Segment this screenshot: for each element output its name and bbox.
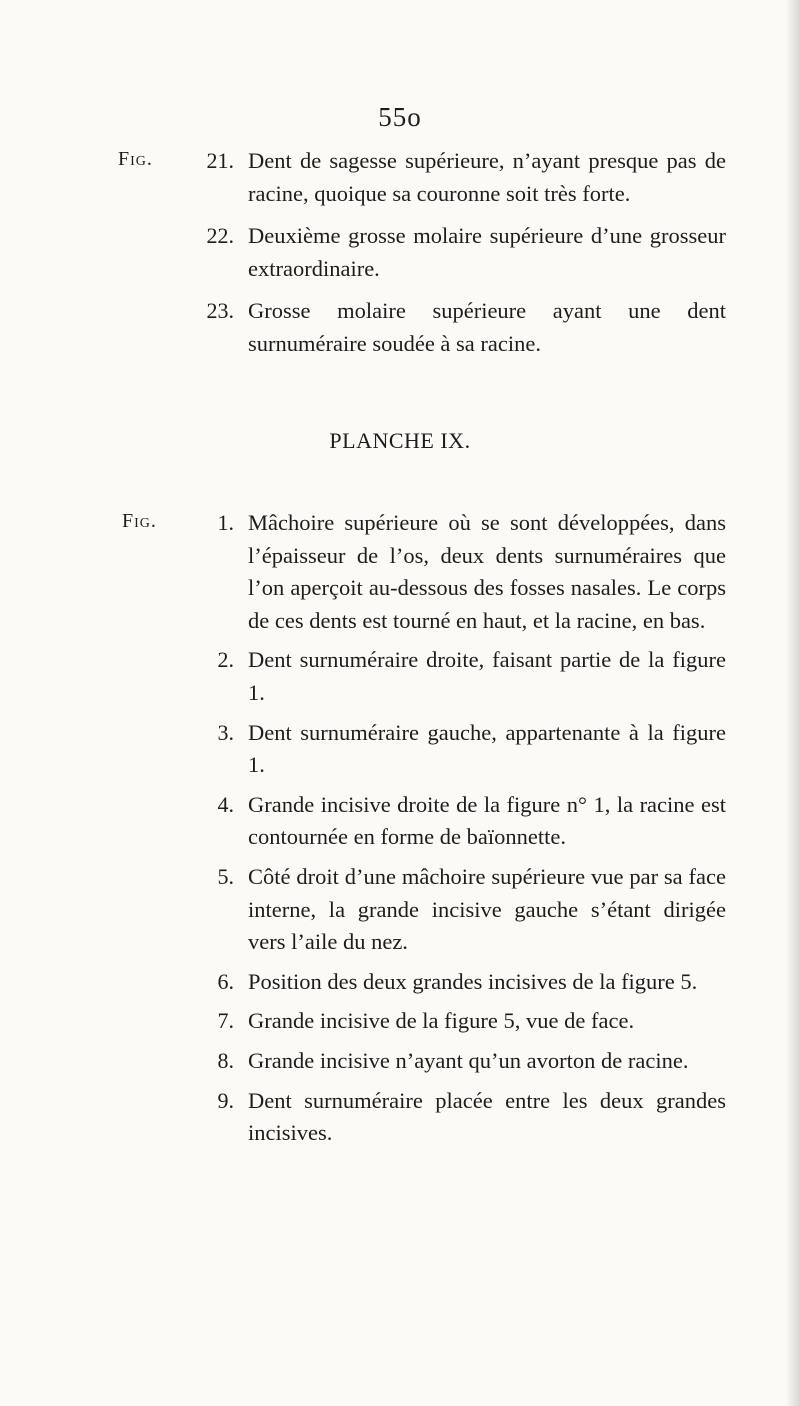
figure-number: 5. xyxy=(217,863,234,889)
plate-title: PLANCHE IX. xyxy=(329,428,471,453)
figure-number: 8. xyxy=(217,1047,234,1073)
figure-description: Mâchoire supérieure où se sont développées, dans l’épaisseur de l’os, deux dents surnuméraires que l’on aperçoit au-dessous des fosses nasales. Le corps de ces dents est tourné en haut, et la racine, en bas. xyxy=(248,510,726,633)
list-item xyxy=(0,1045,800,1078)
list-item xyxy=(0,644,800,709)
figure-list-plate-ix xyxy=(0,507,800,1150)
figure-number: 4. xyxy=(217,791,234,817)
list-item xyxy=(0,789,800,854)
list-item xyxy=(0,145,800,210)
figure-number: 7. xyxy=(217,1008,234,1034)
list-item xyxy=(0,1005,800,1038)
figure-number: 23. xyxy=(206,298,234,324)
list-item xyxy=(0,717,800,782)
fig-label: Fig. xyxy=(122,510,157,532)
list-item xyxy=(0,966,800,999)
figure-number: 22. xyxy=(206,223,234,249)
figure-description: Position des deux grandes incisives de la figure 5. xyxy=(248,968,698,994)
list-item xyxy=(0,295,800,360)
figure-description: Grosse molaire supérieure ayant une dent surnuméraire soudée à sa racine. xyxy=(248,298,726,356)
page-number: 55o xyxy=(378,102,422,132)
fig-label: Fig. xyxy=(118,148,153,170)
list-item xyxy=(0,1085,800,1150)
figure-description: Dent surnuméraire droite, faisant partie de la figure 1. xyxy=(248,647,726,705)
figure-number: 6. xyxy=(217,968,234,994)
figure-description: Dent surnuméraire placée entre les deux grandes incisives. xyxy=(248,1087,726,1146)
figure-description: Grande incisive de la figure 5, vue de face. xyxy=(248,1008,635,1034)
figure-number: 21. xyxy=(206,148,234,173)
figure-description: Dent de sagesse supérieure, n’ayant presque pas de racine, quoique sa couronne soit très forte. xyxy=(248,148,726,206)
figure-description: Deuxième grosse molaire supérieure d’une grosseur extraordinaire. xyxy=(248,223,726,281)
figure-number: 9. xyxy=(217,1087,234,1113)
list-item xyxy=(0,861,800,959)
figure-number: 1. xyxy=(217,510,234,535)
figure-list-top xyxy=(0,145,800,361)
figure-description: Dent surnuméraire gauche, appartenante à la figure 1. xyxy=(248,719,726,778)
figure-description: Grande incisive droite de la figure n° 1, la racine est contournée en forme de baïonnette. xyxy=(248,791,726,850)
list-item xyxy=(0,507,800,637)
list-item xyxy=(0,220,800,285)
figure-number: 3. xyxy=(217,719,234,745)
figure-description: Grande incisive n’ayant qu’un avorton de racine. xyxy=(248,1047,689,1073)
figure-number: 2. xyxy=(217,647,234,673)
figure-description: Côté droit d’une mâchoire supérieure vue par sa face interne, la grande incisive gauche s’étant dirigée vers l’aile du nez. xyxy=(248,863,726,955)
